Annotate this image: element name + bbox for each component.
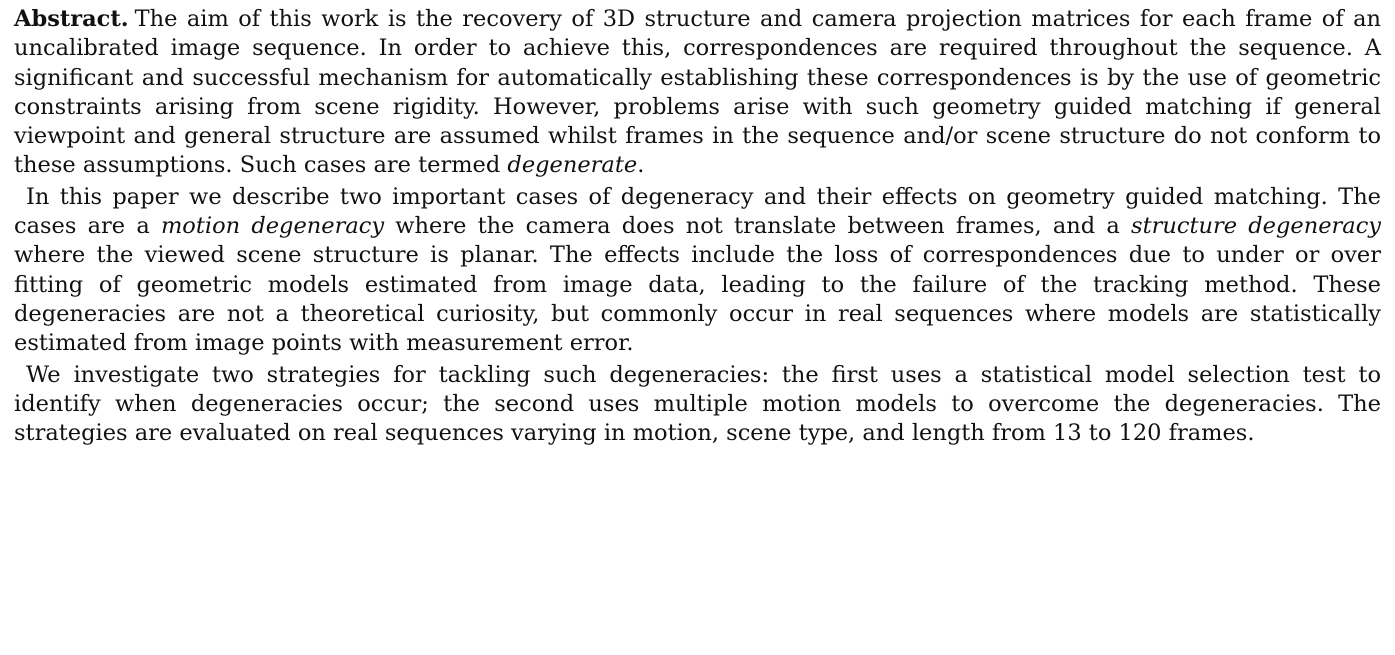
paragraph-2-text-b: where the camera does not translate between frames, and a bbox=[384, 213, 1132, 240]
abstract-paragraph-1 bbox=[14, 5, 1381, 181]
abstract-section bbox=[14, 5, 1381, 448]
term-degenerate: degenerate bbox=[507, 152, 638, 179]
paragraph-3-text: We investigate two strategies for tackling such degeneracies: the first uses a statistical model selection test to identify when degeneracies occur; the second uses multiple motion models to overcome the degeneracies. The strategies are evaluated on real sequences varying in motion, scene type, and length from 13 to 120 frames. bbox=[14, 361, 1381, 447]
paragraph-1-end: . bbox=[637, 152, 645, 179]
paragraph-1-text: The aim of this work is the recovery of 3D structure and camera projection matrices for each frame of an uncalibrated image sequence. In order to achieve this, correspondences are required throughout the sequence. A significant and successful mechanism for automatically establishing these correspondences is by the use of geometric constraints arising from scene rigidity. However, problems arise with such geometry guided matching if general viewpoint and general structure are assumed whilst frames in the sequence and/or scene structure do not conform to these assumptions. Such cases are termed bbox=[14, 6, 1381, 179]
term-structure-degeneracy: structure degeneracy bbox=[1131, 213, 1382, 240]
paragraph-2-text-c: where the viewed scene structure is planar. The effects include the loss of correspondences due to under or over fitting of geometric models estimated from image data, leading to the failure of the tracking method. These degeneracies are not a theoretical curiosity, but commonly occur in real sequences where models are statistically estimated from image points with measurement error. bbox=[14, 242, 1381, 357]
paragraph-2-text-a: In this paper we describe two important cases of degeneracy and their effects on geometry guided matching. The cases are a bbox=[14, 183, 1381, 240]
abstract-paragraph-2 bbox=[14, 183, 1381, 359]
abstract-paragraph-3 bbox=[14, 361, 1381, 449]
term-motion-degeneracy: motion degeneracy bbox=[160, 213, 385, 240]
abstract-label: Abstract. bbox=[14, 6, 129, 32]
